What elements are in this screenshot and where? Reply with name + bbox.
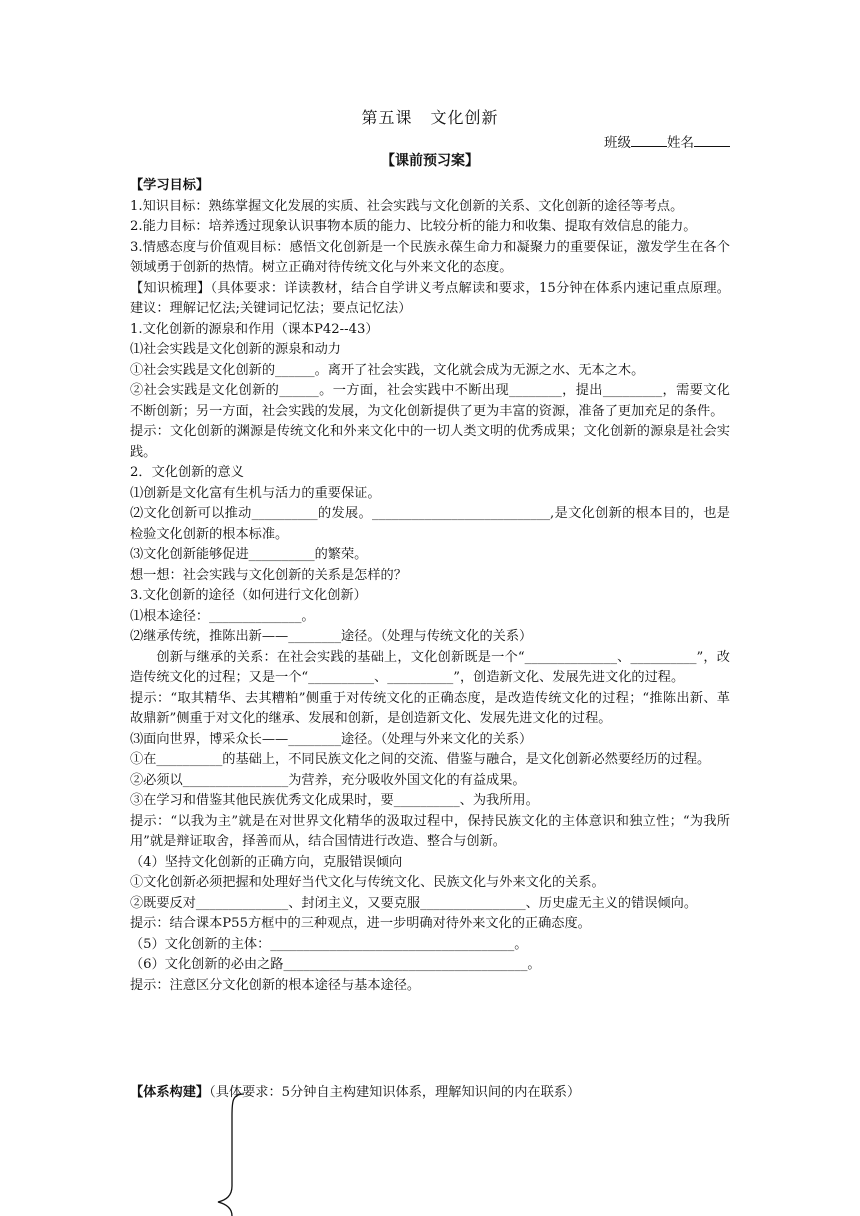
lesson-title: [0, 105, 860, 128]
body-line: 提示：注意区分文化创新的根本途径与基本途径。: [130, 977, 421, 993]
body-line: ⑴创新是文化富有生机与活力的重要保证。: [130, 485, 381, 501]
structure-section: [130, 1081, 580, 1100]
structure-note: （具体要求：5分钟自主构建知识体系，理解知识间的内在联系）: [209, 1085, 581, 1100]
body-line: ③在学习和借鉴其他民族优秀文化成果时，要__________、为我所用。: [130, 793, 539, 808]
brace-mark: [210, 1092, 250, 1216]
class-name-line: [604, 131, 730, 151]
body-line: ①社会实践是文化创新的______。离开了社会实践，文化就会成为无源之水、无本之木。: [130, 362, 645, 378]
body-line: ②社会实践是文化创新的______。一方面，社会实践中不断出现________，提出_________，需要文化不断创新；另一方面，社会实践的发展，为文化创新提供了更为丰富的资源，准备了更加充足的条件。: [130, 383, 730, 419]
body-line: 2.能力目标：培养透过现象认识事物本质的能力、比较分析的能力和收集、提取有效信息的能力。: [130, 219, 697, 234]
body-line: 提示：“以我为主”就是在对世界文化精华的汲取过程中，保持民族文化的主体意识和独立性；“为我所用”就是辩证取舍，择善而从，结合国情进行改造、整合与创新。: [130, 813, 730, 849]
body-line: （5）文化创新的主体：_____________________________________。: [130, 936, 528, 952]
lesson-name: 文化创新: [430, 108, 499, 127]
body-line: 【学习目标】: [130, 178, 210, 193]
class-blank: [631, 133, 667, 147]
body-line: ⑶文化创新能够促进__________的繁荣。: [130, 547, 368, 562]
body-line: ⑶面向世界，博采众长——________途径。（处理与外来文化的关系）: [130, 731, 533, 747]
body-line: ⑴根本途径：______________。: [130, 608, 315, 624]
lesson-number: 第五课: [361, 108, 413, 127]
body-line: （6）文化创新的必由之路_____________________________________。: [130, 957, 541, 972]
body-line: 1.知识目标：熟练掌握文化发展的实质、社会实践与文化创新的关系、文化创新的途径等考点。: [130, 198, 684, 214]
body-line: 【知识梳理】（具体要求：详读教材，结合自学讲义考点解读和要求，15分钟在体系内速记重点原理。建议：理解记忆法;关键词记忆法；要点记忆法）: [130, 280, 730, 316]
body-line: 想一想：社会实践与文化创新的关系是怎样的？: [130, 567, 407, 583]
section-heading: 【课前预习案】: [381, 153, 479, 169]
name-label: 姓名: [667, 135, 694, 151]
body-line: 提示：结合课本P55方框中的三种观点，进一步明确对待外来文化的正确态度。: [130, 916, 591, 931]
body-line: 提示：“取其精华、去其糟粕”侧重于对传统文化的正确态度，是改造传统文化的过程；“推陈出新、革故鼎新”侧重于对文化的继承、发展和创新，是创造新文化、发展先进文化的过程。: [130, 690, 730, 726]
body-line: （4）坚持文化创新的正确方向，克服错误倾向: [130, 854, 403, 870]
body-line: ①在__________的基础上，不同民族文化之间的交流、借鉴与融合，是文化创新必然要经历的过程。: [130, 752, 711, 767]
body-line: 创新与继承的关系：在社会实践的基础上，文化创新既是一个“______________、__________”，改造传统文化的过程；又是一个“__________、__________”，创造新文化、发展先进文化的过程。: [130, 649, 730, 685]
name-blank: [694, 133, 730, 147]
body-line: ②既要反对______________、封闭主义，又要克服________________、历史虚无主义的错误倾向。: [130, 895, 698, 911]
document-body: [130, 176, 730, 996]
body-line: ⑴社会实践是文化创新的源泉和动力: [130, 342, 341, 357]
body-line: 提示：文化创新的渊源是传统文化和外来文化中的一切人类文明的优秀成果；文化创新的源泉是社会实践。: [130, 424, 730, 460]
structure-label: 【体系构建】: [130, 1085, 210, 1100]
body-line: ②必须以________________为营养，充分吸收外国文化的有益成果。: [130, 772, 526, 788]
body-line: 3.情感态度与价值观目标：感悟文化创新是一个民族永葆生命力和凝聚力的重要保证，激发学生在各个领域勇于创新的热情。树立正确对待传统文化与外来文化的态度。: [130, 239, 730, 275]
body-line: ⑵文化创新可以推动__________的发展。___________________________,是文化创新的根本目的，也是检验文化创新的根本标准。: [130, 506, 730, 542]
body-line: 2．文化创新的意义: [130, 465, 244, 480]
body-line: ①文化创新必须把握和处理好当代文化与传统文化、民族文化与外来文化的关系。: [130, 875, 605, 890]
body-line: 1.文化创新的源泉和作用（课本P42--43）: [130, 321, 379, 337]
body-line: 3.文化创新的途径（如何进行文化创新）: [130, 588, 367, 603]
body-line: ⑵继承传统，推陈出新——________途径。（处理与传统文化的关系）: [130, 629, 533, 644]
class-label: 班级: [604, 135, 631, 151]
